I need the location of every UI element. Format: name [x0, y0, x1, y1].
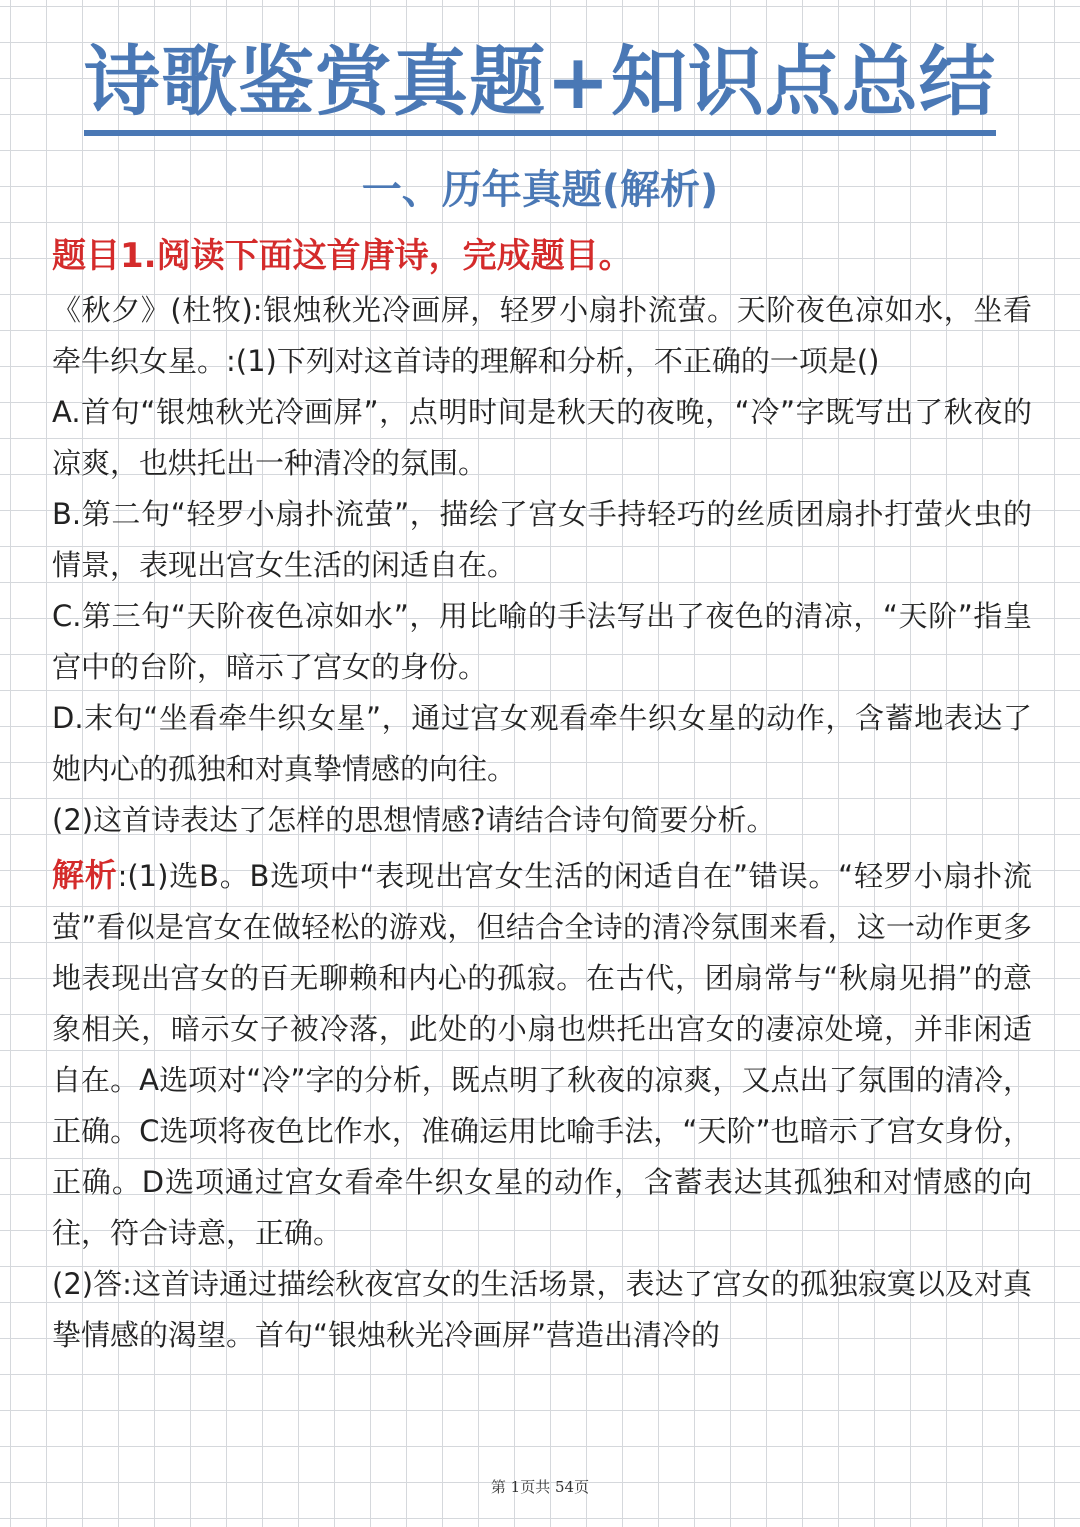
- option-c: C.第三句“天阶夜色凉如水”，用比喻的手法写出了夜色的清凉，“天阶”指皇宫中的台阶，暗示了宫女的身份。: [52, 599, 1032, 684]
- answer-2: (2)答:这首诗通过描绘秋夜宫女的生活场景，表达了宫女的孤独寂寞以及对真挚情感的渴望。首句“银烛秋光冷画屏”营造出清冷的: [52, 1267, 1032, 1352]
- document-body: [52, 285, 1032, 1361]
- page-footer: 第 1页共 54页: [490, 1478, 590, 1496]
- question-2: (2)这首诗表达了怎样的思想情感?请结合诗句简要分析。: [52, 803, 776, 837]
- main-title: [0, 34, 1080, 136]
- option-a: A.首句“银烛秋光冷画屏”，点明时间是秋天的夜晚，“冷”字既写出了秋夜的凉爽，也烘托出一种清冷的氛围。: [52, 395, 1032, 480]
- analysis-part1: :(1)选B。B选项中“表现出宫女生活的闲适自在”错误。“轻罗小扇扑流萤”看似是宫女在做轻松的游戏，但结合全诗的清冷氛围来看，这一动作更多地表现出宫女的百无聊赖和内心的孤寂。在古代，团扇常与“秋扇见捐”的意象相关，暗示女子被冷落，此处的小扇也烘托出宫女的凄凉处境，并非闲适自在。A选项对“冷”字的分析，既点明了秋夜的凉爽，又点出了氛围的清冷，正确。C选项将夜色比作水，准确运用比喻手法，“天阶”也暗示了宫女身份，正确。D选项通过宫女看牵牛织女星的动作，含蓄表达其孤独和对情感的向往，符合诗意，正确。: [52, 859, 1032, 1250]
- option-b: B.第二句“轻罗小扇扑流萤”，描绘了宫女手持轻巧的丝质团扇扑打萤火虫的情景，表现出宫女生活的闲适自在。: [52, 497, 1032, 582]
- option-d: D.末句“坐看牵牛织女星”，通过宫女观看牵牛织女星的动作，含蓄地表达了她内心的孤独和对真挚情感的向往。: [52, 701, 1032, 786]
- section-title: 一、历年真题(解析): [361, 167, 719, 213]
- poem-paragraph: 《秋夕》(杜牧):银烛秋光冷画屏，轻罗小扇扑流萤。天阶夜色凉如水，坐看牵牛织女星。:(1)下列对这首诗的理解和分析，不正确的一项是(): [52, 293, 1032, 378]
- main-title-text: 诗歌鉴赏真题+知识点总结: [84, 36, 996, 136]
- question-title: 题目1.阅读下面这首唐诗，完成题目。: [52, 236, 633, 276]
- analysis-paragraph: [52, 850, 1032, 1259]
- analysis-label: 解析: [52, 856, 118, 894]
